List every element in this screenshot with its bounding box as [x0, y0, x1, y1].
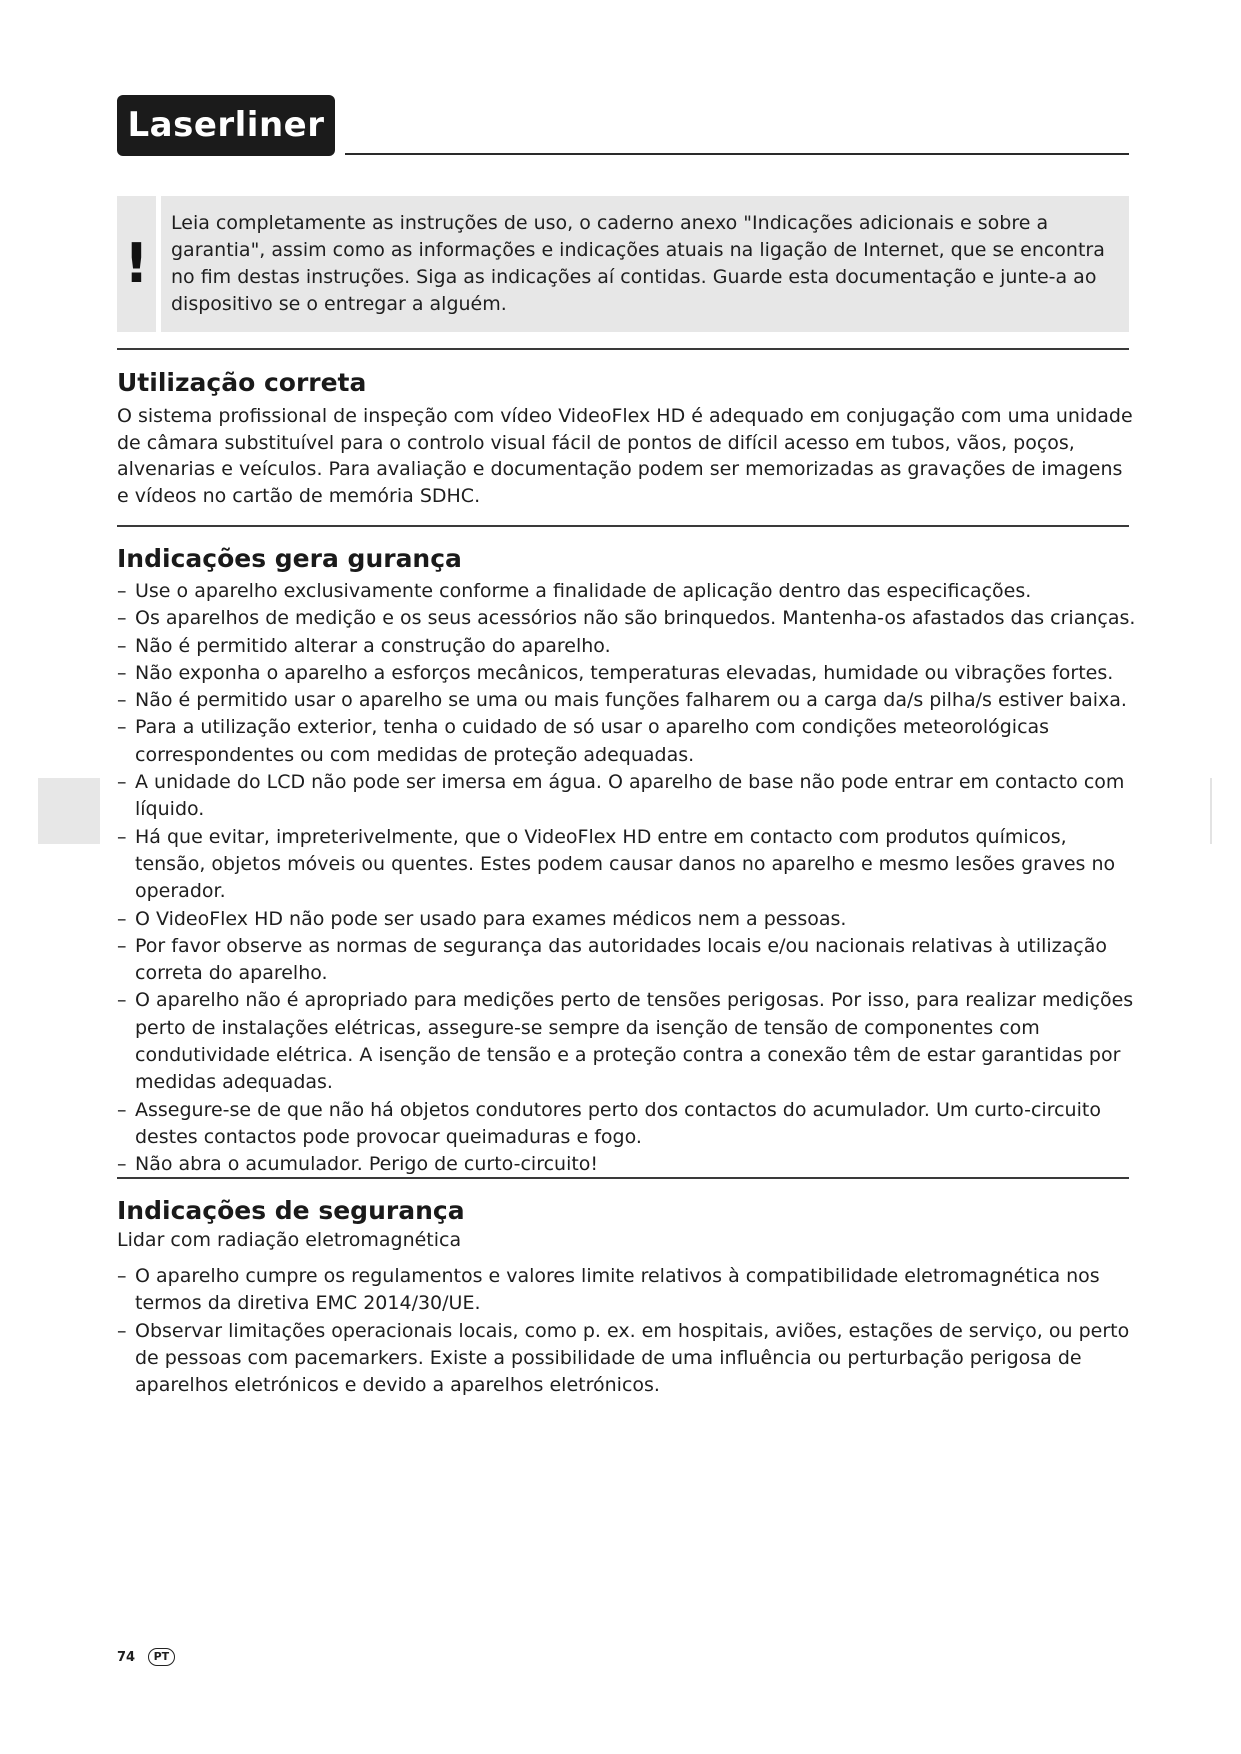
dash-bullet: – — [117, 934, 127, 957]
dash-bullet: – — [117, 825, 127, 848]
list-item — [117, 1151, 1137, 1178]
list-item-text: Assegure-se de que não há objetos condutores perto dos contactos do acumulador. Um curto-circuito destes contactos pode provocar queimaduras e fogo. — [135, 1098, 1101, 1148]
list-item-text: Há que evitar, impreterivelmente, que o VideoFlex HD entre em contacto com produtos químicos, tensão, objetos móveis ou quentes. Estes podem causar danos no aparelho e mesmo lesões graves no operador. — [135, 825, 1116, 903]
laserliner-logo: Laserliner — [117, 95, 335, 156]
dash-bullet: – — [117, 771, 127, 794]
section-divider — [117, 525, 1129, 527]
section-body: O sistema profissional de inspeção com vídeo VideoFlex HD é adequado em conjugação com uma unidade de câmara substituível para o controlo visual fácil de pontos de difícil acesso em tubos, vãos, poços, alvenarias e veículos. Para avaliação e documentação podem ser memorizadas as gravações de imagens e vídeos no cartão de memória SDHC. — [117, 405, 1133, 507]
dash-bullet: – — [117, 907, 127, 930]
list-item — [117, 824, 1137, 906]
page-number: 74 — [117, 1649, 136, 1665]
dash-bullet: – — [117, 1265, 127, 1287]
section-divider — [117, 348, 1129, 350]
dash-bullet: – — [117, 989, 127, 1012]
dash-bullet: – — [117, 1153, 127, 1176]
list-item-text: Use o aparelho exclusivamente conforme a finalidade de aplicação dentro das especificações. — [135, 580, 1032, 602]
list-item-text: O aparelho não é apropriado para medições perto de tensões perigosas. Por isso, para realizar medições perto de instalações elétricas, assegure-se sempre da isenção de tensão de componentes com condutividade elétrica. A isenção de tensão e a proteção contra a conexão têm de estar garantidas por medidas adequadas. — [135, 989, 1134, 1094]
list-item — [117, 906, 1137, 933]
list-item — [117, 1097, 1137, 1152]
list-item-text: Os aparelhos de medição e os seus acessórios não são brinquedos. Mantenha-os afastados das crianças. — [135, 607, 1136, 630]
list-item-text: Não é permitido alterar a construção do aparelho. — [135, 634, 611, 657]
list-item-text: O aparelho cumpre os regulamentos e valores limite relativos à compatibilidade eletromagnética nos termos da diretiva EMC 2014/30/UE. — [135, 1265, 1100, 1315]
warning-exclamation-icon: ! — [117, 196, 156, 332]
section-title: Indicações gera gurança — [117, 544, 462, 573]
section-title: Indicações de segurança — [117, 1196, 465, 1225]
dash-bullet: – — [117, 580, 127, 602]
list-item — [117, 660, 1137, 687]
notice-box: Leia completamente as instruções de uso, o caderno anexo "Indicações adicionais e sobre a garantia", assim como as informações e indicações atuais na ligação de Internet, que se encontra no fim destas instruções. Siga as indicações aí contidas. Guarde esta documentação e junte-a ao dispositivo se o entregar a alguém. — [161, 196, 1129, 332]
list-item-text: Não abra o acumulador. Perigo de curto-circuito! — [135, 1153, 599, 1176]
section-subtitle: Lidar com radiação eletromagnética — [117, 1229, 462, 1251]
page-footer — [117, 1648, 175, 1666]
list-item — [117, 933, 1137, 988]
list-item — [117, 633, 1137, 660]
header-rule — [345, 153, 1129, 155]
dash-bullet: – — [117, 716, 127, 739]
list-item — [117, 687, 1137, 714]
dash-bullet: – — [117, 661, 127, 684]
safety-list — [117, 578, 1137, 1179]
list-item-text: Observar limitações operacionais locais, como p. ex. em hospitais, aviões, estações de serviço, ou perto de pessoas com pacemarkers. Existe a possibilidade de uma influência ou perturbação perigosa de aparelhos eletrónicos e devido a aparelhos eletrónicos. — [135, 1319, 1130, 1397]
dash-bullet: – — [117, 689, 127, 712]
section-divider — [117, 1177, 1129, 1179]
dash-bullet: – — [117, 607, 127, 630]
section-em-safety — [117, 1196, 1137, 1399]
side-edge-line — [1210, 778, 1212, 844]
em-list — [117, 1263, 1137, 1399]
list-item — [117, 987, 1137, 1096]
dash-bullet: – — [117, 1319, 127, 1342]
list-item-text: Para a utilização exterior, tenha o cuidado de só usar o aparelho com condições meteorológicas correspondentes ou com medidas de proteção adequadas. — [135, 716, 1050, 766]
language-badge: PT — [148, 1648, 176, 1666]
section-title: Utilização correta — [117, 368, 367, 397]
list-item-text: A unidade do LCD não pode ser imersa em água. O aparelho de base não pode entrar em contacto com líquido. — [135, 771, 1125, 821]
section-general-safety — [117, 544, 1137, 1179]
list-item-text: O VideoFlex HD não pode ser usado para exames médicos nem a pessoas. — [135, 907, 847, 930]
list-item — [117, 714, 1137, 769]
list-item — [117, 605, 1137, 632]
list-item — [117, 1263, 1137, 1318]
list-item — [117, 578, 1137, 605]
dash-bullet: – — [117, 634, 127, 657]
list-item — [117, 769, 1137, 824]
list-item — [117, 1318, 1137, 1400]
list-item-text: Não exponha o aparelho a esforços mecânicos, temperaturas elevadas, humidade ou vibrações fortes. — [135, 661, 1114, 684]
dash-bullet: – — [117, 1098, 127, 1121]
list-item-text: Não é permitido usar o aparelho se uma ou mais funções falharem ou a carga da/s pilha/s estiver baixa. — [135, 689, 1127, 712]
side-tab-marker — [38, 778, 100, 844]
section-use — [117, 368, 1137, 509]
list-item-text: Por favor observe as normas de segurança das autoridades locais e/ou nacionais relativas à utilização correta do aparelho. — [135, 934, 1108, 985]
